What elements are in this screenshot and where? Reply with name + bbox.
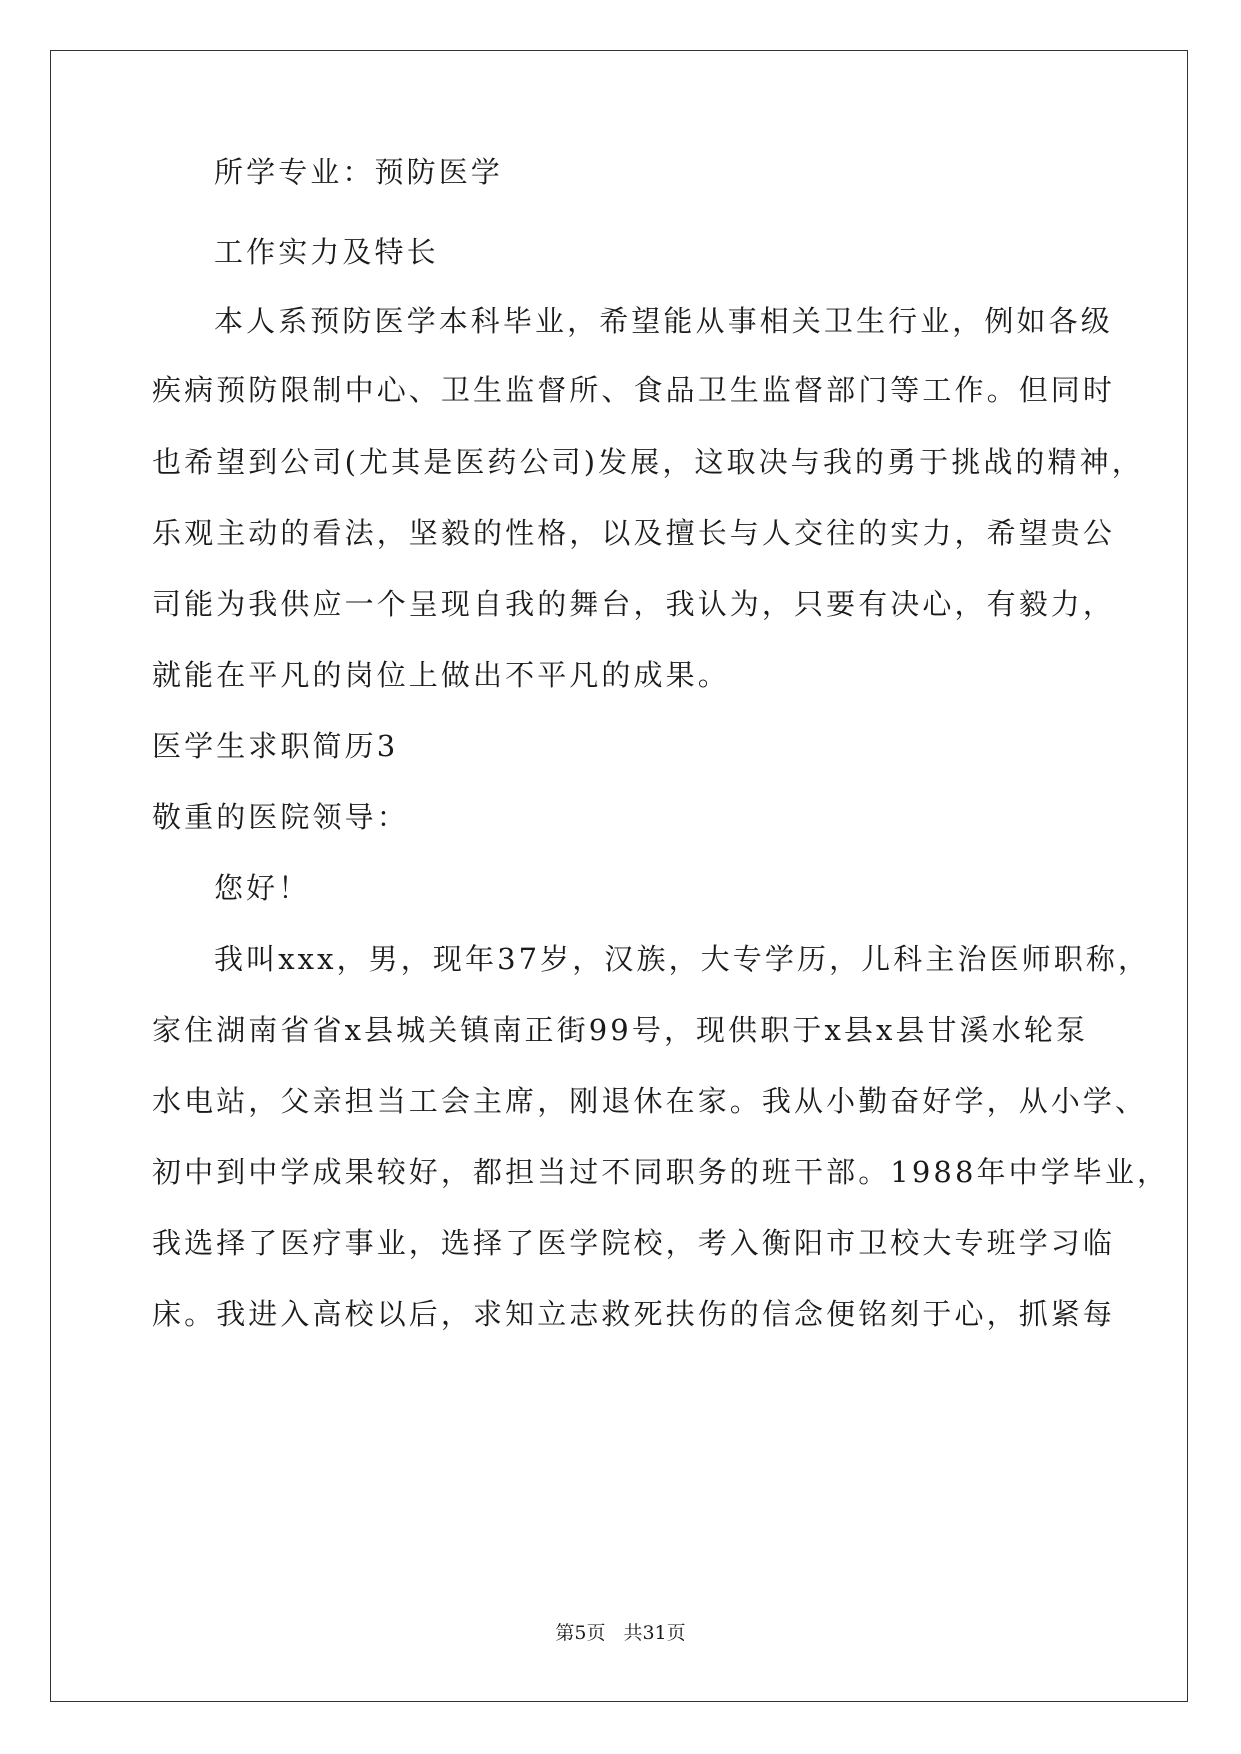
paragraph-line: 也希望到公司(尤其是医药公司)发展，这取决与我的勇于挑战的精神，	[152, 445, 1144, 479]
paragraph-line: 初中到中学成果较好，都担当过不同职务的班干部。1988年中学毕业，	[152, 1155, 1170, 1189]
paragraph-line: 床。我进入高校以后，求知立志救死扶伤的信念便铭刻于心，抓紧每	[152, 1297, 1116, 1331]
document-title: 医学生求职简历3	[152, 729, 399, 763]
paragraph-line: 就能在平凡的岗位上做出不平凡的成果。	[152, 658, 730, 692]
paragraph-line: 本人系预防医学本科毕业，希望能从事相关卫生行业，例如各级	[214, 304, 1113, 338]
page-number: 第5页	[555, 1622, 606, 1644]
paragraph-line: 我选择了医疗事业，选择了医学院校，考入衡阳市卫校大专班学习临	[152, 1226, 1116, 1260]
page-total: 共31页	[623, 1622, 686, 1644]
paragraph-line: 所学专业：预防医学	[214, 155, 503, 189]
paragraph-line: 乐观主动的看法，坚毅的性格，以及擅长与人交往的实力，希望贵公	[152, 516, 1116, 550]
paragraph-line: 水电站，父亲担当工会主席，刚退休在家。我从小勤奋好学，从小学、	[152, 1084, 1148, 1118]
salutation: 敬重的医院领导：	[152, 800, 409, 834]
page-footer	[0, 1620, 1241, 1646]
paragraph-line: 我叫xxx，男，现年37岁，汉族，大专学历，儿科主治医师职称，	[214, 942, 1151, 976]
paragraph-line: 司能为我供应一个呈现自我的舞台，我认为，只要有决心，有毅力，	[152, 587, 1116, 621]
paragraph-line: 家住湖南省省x县城关镇南正街99号，现供职于x县x县甘溪水轮泵	[152, 1013, 1089, 1047]
paragraph-line: 疾病预防限制中心、卫生监督所、食品卫生监督部门等工作。但同时	[152, 373, 1116, 407]
greeting: 您好！	[214, 871, 311, 905]
section-heading: 工作实力及特长	[214, 235, 439, 269]
